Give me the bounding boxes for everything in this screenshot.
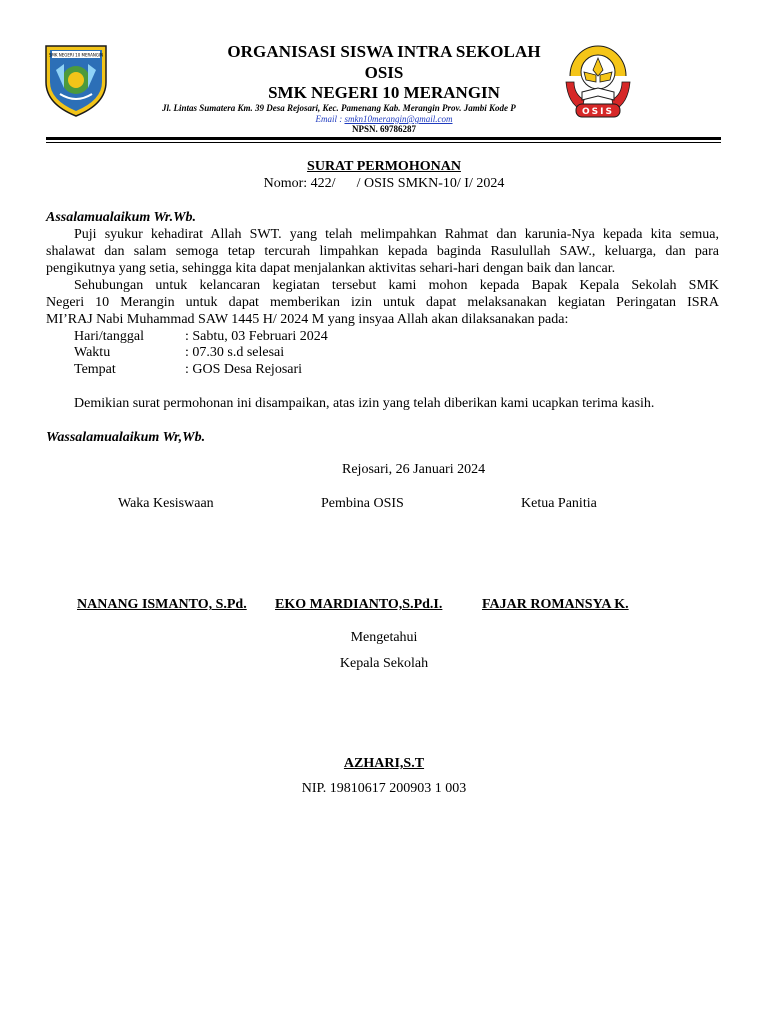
principal-name: AZHARI,S.T <box>343 756 425 771</box>
paragraph-request-line: MI’RAJ Nabi Muhammad SAW 1445 H/ 2024 M yang insyaa Allah akan dilaksanakan pada: <box>46 311 569 327</box>
signatory-name-waka: NANANG ISMANTO, S.Pd. <box>77 597 247 612</box>
detail-value-date: : Sabtu, 03 Februari 2024 <box>185 329 328 344</box>
npsn: NPSN. 69786287 <box>351 124 416 134</box>
email-link[interactable]: smkn10merangin@gmail.com <box>344 114 453 124</box>
paragraph-request-line: Sehubungan untuk kelancaran kegiatan tersebut kami mohon kepada Bapak Kepala Sekolah SMK <box>74 278 719 293</box>
letterhead-divider-thick <box>46 137 721 140</box>
school-name: SMK NEGERI 10 MERANGIN <box>268 83 500 102</box>
email-label: Email : <box>315 114 345 124</box>
signatory-name-pembina: EKO MARDIANTO,S.Pd.I. <box>275 597 443 612</box>
place-date: Rejosari, 26 Januari 2024 <box>342 462 486 477</box>
detail-label-date: Hari/tanggal <box>74 329 144 344</box>
principal-nip: NIP. 19810617 200903 1 003 <box>301 781 467 796</box>
signatory-role-waka: Waka Kesiswaan <box>118 496 214 511</box>
osis-logo-text: OSIS <box>582 107 614 117</box>
farewell: Wassalamualaikum Wr,Wb. <box>46 430 206 445</box>
detail-label-time: Waktu <box>74 345 111 360</box>
letter-title: SURAT PERMOHONAN <box>307 159 461 174</box>
signatory-role-ketua: Ketua Panitia <box>521 496 597 511</box>
signatory-role-pembina: Pembina OSIS <box>321 496 404 511</box>
org-name-line2: OSIS <box>364 63 404 82</box>
school-address: Jl. Lintas Sumatera Km. 39 Desa Rejosari, Kec. Pamenang Kab. Merangin Prov. Jambi Kode P <box>162 103 516 113</box>
greeting: Assalamualaikum Wr.Wb. <box>46 210 197 225</box>
paragraph-opening-line: pengikutnya yang setia, sehingga kita dapat menjalankan aktivitas sehari-hari dengan baik dan lancar. <box>46 260 616 276</box>
detail-value-place: : GOS Desa Rejosari <box>185 362 303 377</box>
paragraph-request <box>46 278 719 328</box>
org-name-line1: ORGANISASI SISWA INTRA SEKOLAH <box>227 42 541 61</box>
paragraph-opening-line: shalawat dan salam semoga tetap tercurah limpahkan kepada baginda Rasulullah SAW., keluarga, dan para <box>46 243 719 259</box>
paragraph-opening-line: Puji syukur kehadirat Allah SWT. yang telah melimpahkan Rahmat dan karunia-Nya kepada kita semua, <box>74 227 719 242</box>
letter-number: Nomor: 422/ / OSIS SMKN-10/ I/ 2024 <box>263 176 505 191</box>
acknowledge-label: Mengetahui <box>350 630 418 645</box>
detail-value-time: : 07.30 s.d selesai <box>185 345 285 360</box>
letterhead-divider-thin <box>46 142 721 143</box>
paragraph-opening <box>46 227 719 277</box>
paragraph-request-line: Negeri 10 Merangin untuk dapat memberikan izin untuk dapat melaksanakan kegiatan Peringatan ISRA <box>46 294 719 310</box>
closing-sentence: Demikian surat permohonan ini disampaikan, atas izin yang telah diberikan kami ucapkan terima kasih. <box>74 396 655 411</box>
school-email-line <box>0 114 768 124</box>
school-logo-text: SMK NEGERI 10 MERANGIN <box>48 52 104 58</box>
signatory-name-ketua: FAJAR ROMANSYA K. <box>482 597 629 612</box>
detail-label-place: Tempat <box>74 362 116 377</box>
principal-role: Kepala Sekolah <box>339 656 429 671</box>
